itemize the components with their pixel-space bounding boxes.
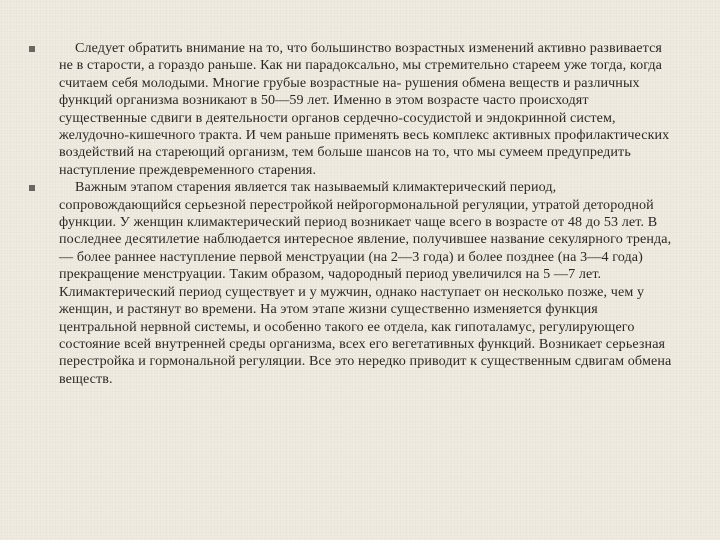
paragraph-text: Следует обратить внимание на то, что большинство возрастных изменений активно развивается не в старости, а гораздо раньше. Как ни парадоксально, мы стремительно стареем уже тогда, когда считаем себя молодыми. Многие грубые возрастные на- рушения обмена веществ и различных функций организма возникают в 50—59 лет. Именно в этом возрасте часто происходят существенные сдвиги в деятельности органов сердечно-сосудистой и эндокринной систем, желудочно-кишечного тракта. И чем раньше применять весь комплекс активных профилактических воздействий на стареющий организм, тем больше шансов на то, что мы сумеем предупредить наступление преждевременного старения. (59, 40, 670, 178)
square-bullet-icon (29, 46, 35, 52)
paragraph-text: Важным этапом старения является так называемый климактерический период, сопровождающийся серьезной перестройкой нейрогормональной регуляции, утратой детородной функции. У женщин климактерический период возникает чаще всего в возрасте от 48 до 53 лет. В последнее десятилетие наблюдается интересное явление, получившее название секулярного тренда,— более раннее наступление первой менструации (на 2—3 года) и более позднее (на 3—4 года) прекращение менструации. Таким образом, чадородный период увеличился на 5 —7 лет. Климактерический период существует и у мужчин, однако наступает он несколько позже, чем у женщин, и растянут во времени. На этом этапе жизни существенно изменяется функция центральной нервной системы, и особенно такого ее отдела, как гипоталамус, регулирующего состояние всей внутренней среды организма, всех его вегетативных функций. Возникает серьезная перестройка и гормональной регуляции. Все это нередко приводит к существенным сдвигам обмена веществ. (59, 179, 672, 387)
square-bullet-icon (29, 185, 35, 191)
bullet-paragraph-1 (27, 40, 677, 179)
bullet-list (27, 40, 677, 388)
bullet-paragraph-2 (27, 179, 677, 388)
